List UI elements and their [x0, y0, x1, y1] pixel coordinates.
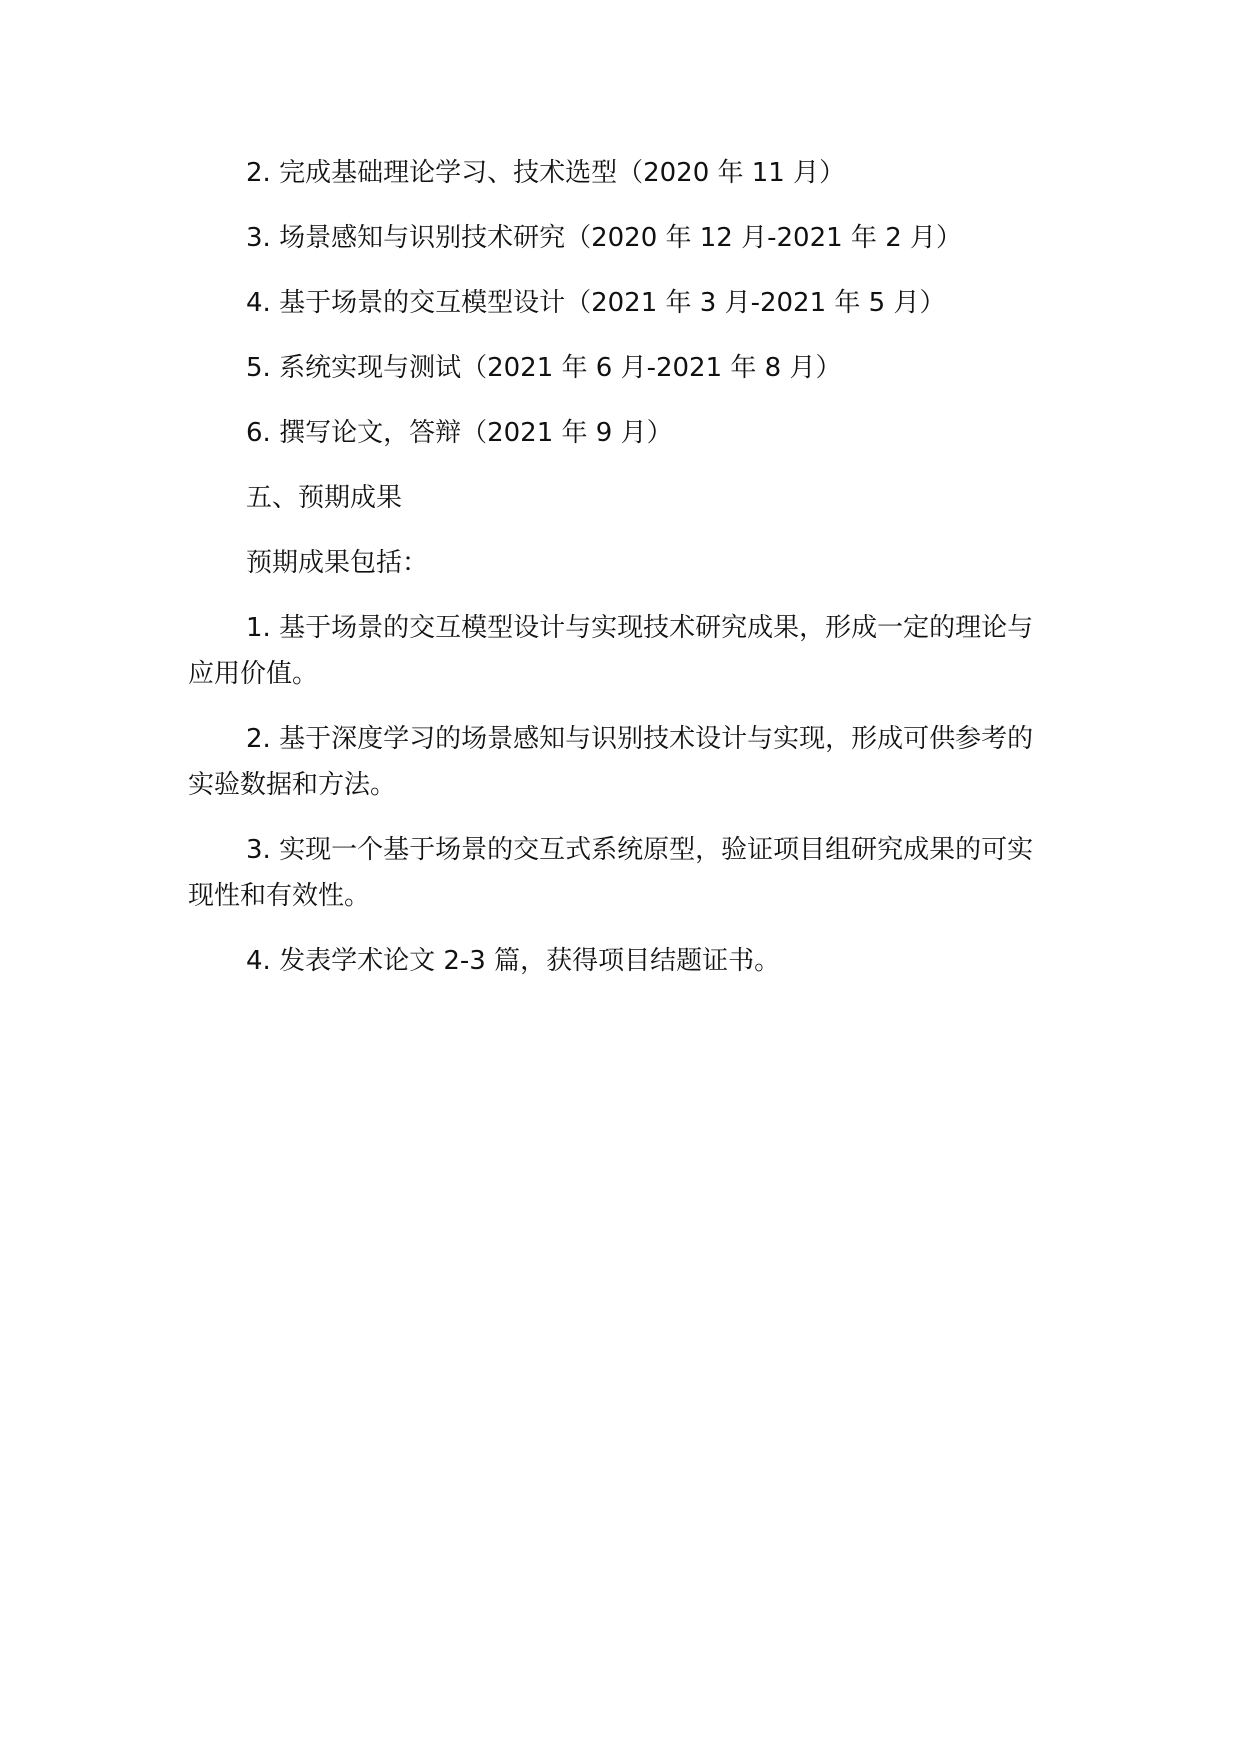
outcome-item: 2. 基于深度学习的场景感知与识别技术设计与实现，形成可供参考的实验数据和方法。 — [188, 724, 1034, 800]
schedule-item: 4. 基于场景的交互模型设计（2021 年 3 月-2021 年 5 月） — [246, 288, 946, 318]
section-intro: 预期成果包括： — [246, 548, 429, 578]
outcome-item: 1. 基于场景的交互模型设计与实现技术研究成果，形成一定的理论与应用价值。 — [188, 613, 1034, 689]
schedule-item: 3. 场景感知与识别技术研究（2020 年 12 月-2021 年 2 月） — [246, 223, 963, 253]
schedule-item: 5. 系统实现与测试（2021 年 6 月-2021 年 8 月） — [246, 353, 842, 383]
outcome-item: 4. 发表学术论文 2-3 篇，获得项目结题证书。 — [246, 946, 781, 976]
document-body — [188, 150, 1048, 1003]
outcome-item: 3. 实现一个基于场景的交互式系统原型，验证项目组研究成果的可实现性和有效性。 — [188, 835, 1034, 911]
section-heading: 五、预期成果 — [246, 483, 403, 513]
schedule-item: 6. 撰写论文，答辩（2021 年 9 月） — [246, 418, 673, 448]
schedule-item: 2. 完成基础理论学习、技术选型（2020 年 11 月） — [246, 158, 846, 188]
